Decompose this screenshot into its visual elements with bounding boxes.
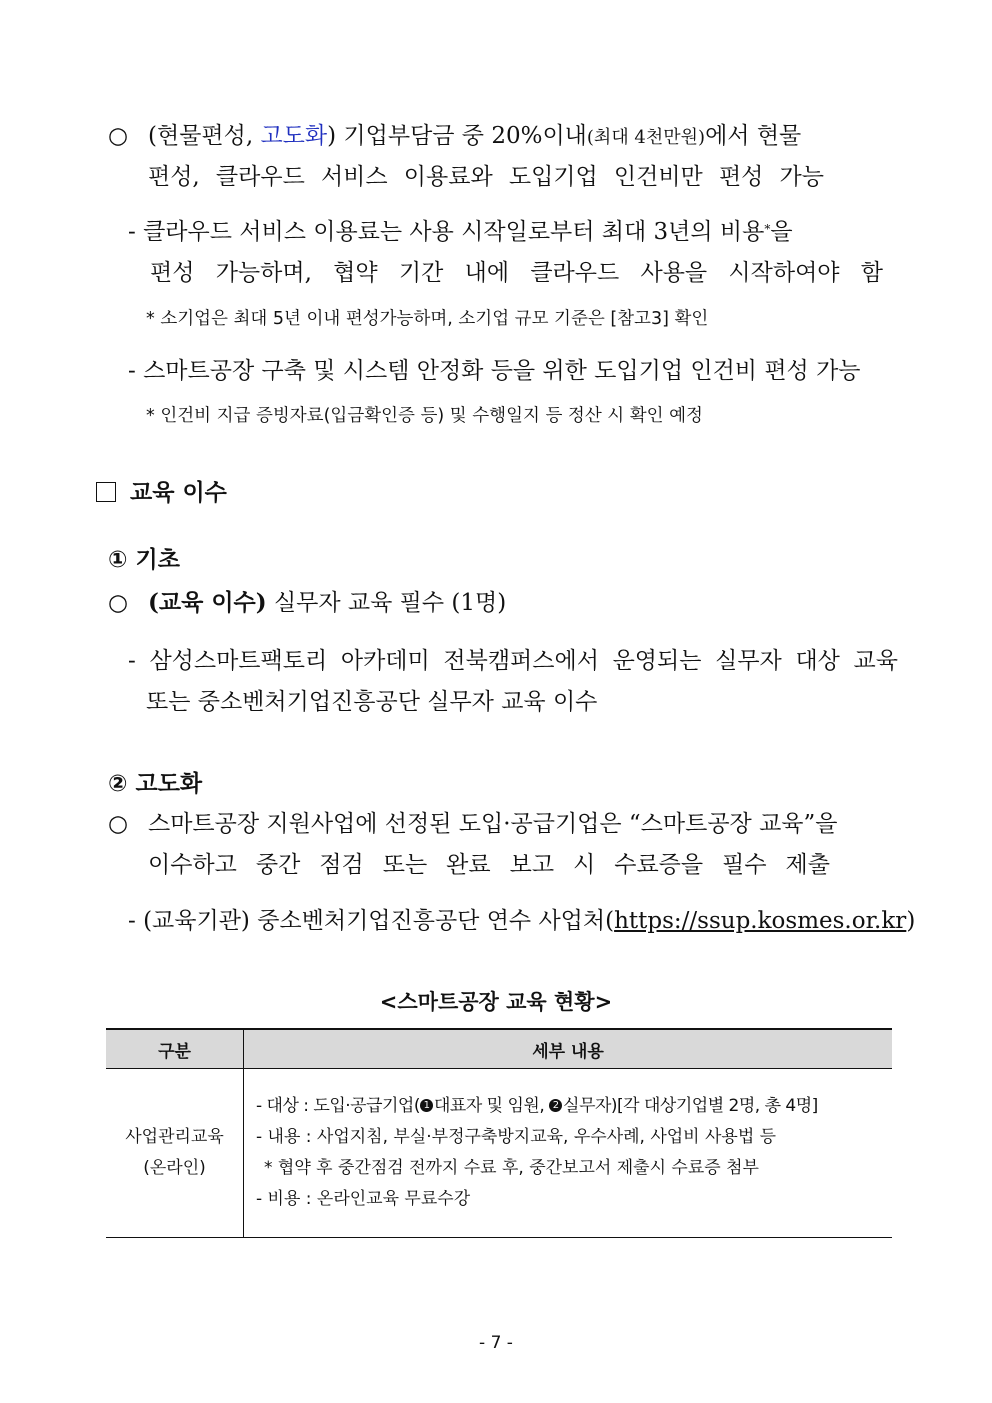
- bold-label: (교육 이수): [148, 589, 267, 616]
- number-2-icon: 2: [549, 1099, 562, 1112]
- footnote-small-business: * 소기업은 최대 5년 이내 편성가능하며, 소기업 규모 기준은 [참고3] 확인: [146, 309, 709, 329]
- paren: ): [906, 908, 916, 934]
- text: 실무자)[각 대상기업별 2명, 총 4명]: [563, 1096, 818, 1116]
- text: 스마트공장 지원사업에 선정된 도입·공급기업은 “스마트공장 교육”을: [148, 811, 838, 837]
- checkbox-square-icon: [96, 482, 116, 502]
- kosmes-link[interactable]: https://ssup.kosmes.or.kr: [614, 908, 907, 934]
- detail-cost: - 비용 : 온라인교육 무료수강: [256, 1189, 471, 1209]
- text: ) 기업부담금 중 20%이내: [327, 123, 587, 149]
- detail-target: [256, 1091, 891, 1122]
- small-text: (최대 4천만원): [586, 127, 706, 148]
- text: - 클라우드 서비스 이용료는 사용 시작일로부터 최대 3년의 비용: [128, 219, 765, 245]
- text: 대표자 및 임원,: [434, 1096, 550, 1116]
- subsection-title-advanced: ② 고도화: [108, 771, 203, 797]
- row-details-cell: [244, 1069, 893, 1238]
- number-1-icon: 1: [420, 1099, 433, 1112]
- paragraph-line: 이수하고 중간 점검 또는 완료 보고 시 수료증을 필수 제출: [148, 852, 830, 878]
- text: - 대상 : 도입·공급기업(: [256, 1096, 420, 1116]
- text: (현물편성,: [148, 123, 261, 149]
- table-row: [106, 1069, 892, 1238]
- detail-content: - 내용 : 사업지침, 부실·부정구축방지교육, 우수사례, 사업비 사용법 등: [256, 1127, 777, 1147]
- bullet-circle: ○: [108, 590, 129, 616]
- dash-item-institution: [128, 902, 915, 935]
- paragraph-line: 편성, 클라우드 서비스 이용료와 도입기업 인건비만 편성 가능: [148, 164, 824, 190]
- paragraph-line: 또는 중소벤처기업진흥공단 실무자 교육 이수: [146, 689, 598, 715]
- section-title: 교육 이수: [130, 480, 227, 506]
- bullet-circle: ○: [108, 123, 129, 149]
- footnote-marker: *: [764, 222, 771, 236]
- highlight-text: 고도화: [260, 123, 328, 149]
- text: - (교육기관) 중소벤처기업진흥공단 연수 사업처: [128, 908, 606, 934]
- dash-item-cloud: [128, 213, 898, 246]
- text: 을: [770, 219, 793, 245]
- bullet-education: [108, 584, 506, 617]
- header-category: 구분: [106, 1029, 244, 1069]
- paragraph-line: 편성 가능하며, 협약 기간 내에 클라우드 사용을 시작하여야 함: [150, 260, 883, 286]
- subsection-title-basic: ① 기초: [108, 547, 180, 573]
- dash-item-labor-cost: - 스마트공장 구축 및 시스템 안정화 등을 위한 도입기업 인건비 편성 가능: [128, 358, 861, 384]
- text: 에서 현물: [705, 123, 802, 149]
- paren: (: [605, 908, 615, 934]
- section-heading: [96, 474, 227, 507]
- detail-note: * 협약 후 중간점검 전까지 수료 후, 중간보고서 제출시 수료증 첨부: [264, 1158, 759, 1178]
- text: 실무자 교육 필수 (1명): [266, 590, 507, 616]
- row-category-cell: [106, 1069, 244, 1238]
- footnote-labor-proof: * 인건비 지급 증빙자료(입금확인증 등) 및 수행일지 등 정산 시 확인 예정: [146, 406, 703, 426]
- bullet-current-budget: [108, 117, 898, 150]
- education-table: [106, 1028, 892, 1238]
- row-label: 사업관리교육: [125, 1127, 224, 1147]
- dash-item-academy: - 삼성스마트팩토리 아카데미 전북캠퍼스에서 운영되는 실무자 대상 교육: [128, 648, 898, 674]
- page-number: - 7 -: [479, 1333, 513, 1353]
- row-label-sub: (온라인): [143, 1158, 206, 1178]
- bullet-advanced: [108, 805, 898, 838]
- header-details: 세부 내용: [244, 1029, 893, 1069]
- table-caption: <스마트공장 교육 현황>: [379, 990, 613, 1014]
- bullet-circle: ○: [108, 811, 129, 837]
- table-header-row: [106, 1029, 892, 1069]
